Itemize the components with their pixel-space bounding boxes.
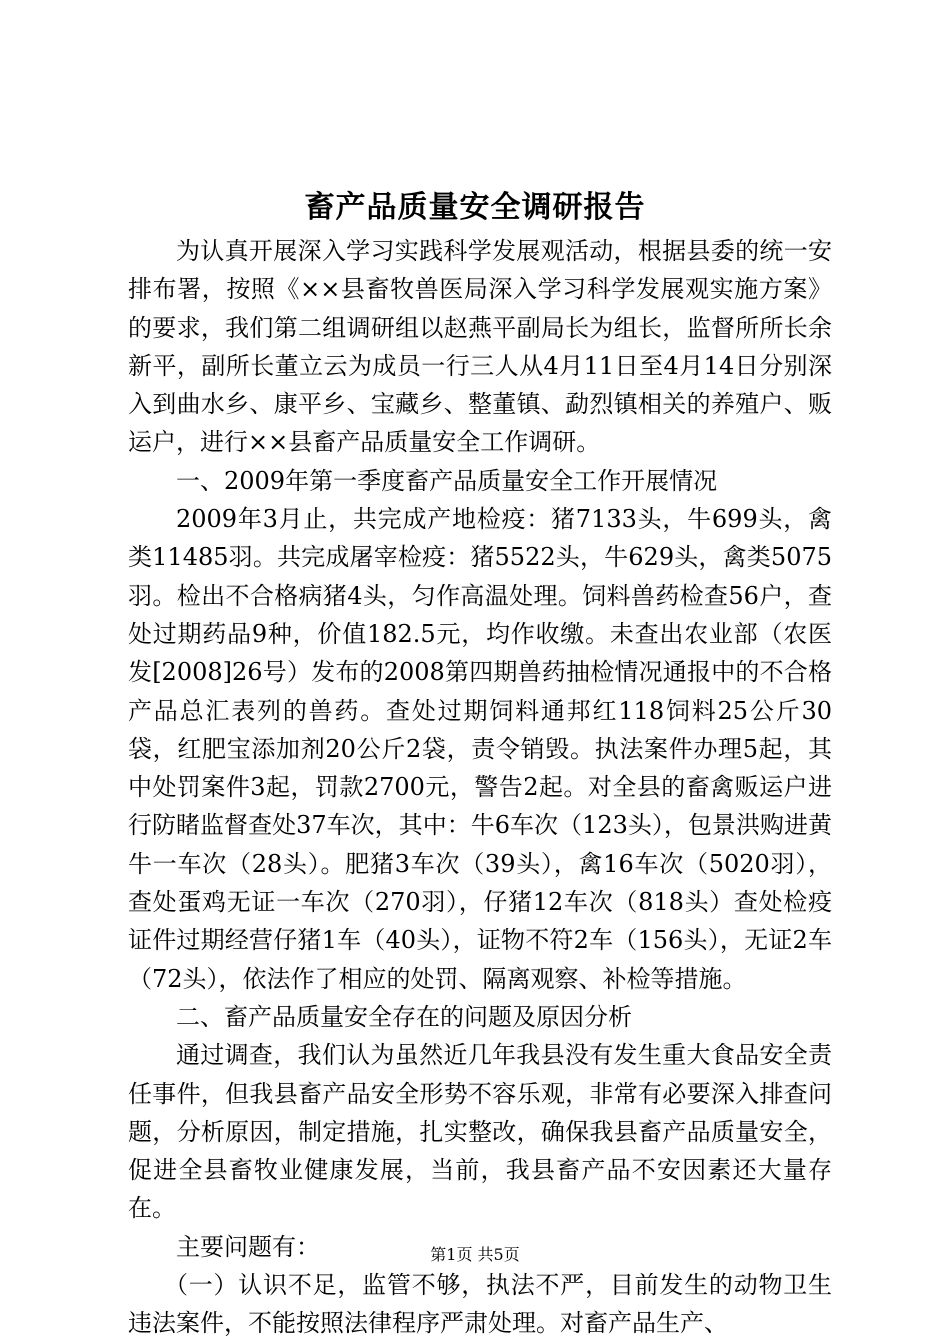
paragraph-intro: 为认真开展深入学习实践科学发展观活动，根据县委的统一安排布署，按照《××县畜牧兽医局深入学习科学发展观实施方案》的要求，我们第二组调研组以赵燕平副局长为组长，监督所所长余新平，副所长董立云为成员一行三人从4月11日至4月14日分别深入到曲水乡、康平乡、宝藏乡、整董镇、勐烈镇相关的养殖户、贩运户，进行××县畜产品质量安全工作调研。 — [128, 237, 832, 457]
paragraph-section-2: 通过调查，我们认为虽然近几年我县没有发生重大食品安全责任事件，但我县畜产品安全形势不容乐观，非常有必要深入排查问题，分析原因，制定措施，扎实整改，确保我县畜产品质量安全，促进全县畜牧业健康发展，当前，我县畜产品不安因素还大量存在。 — [128, 1041, 832, 1223]
section-heading-1: 一、2009年第一季度畜产品质量安全工作开展情况 — [176, 466, 718, 495]
paragraph-main-issues: 主要问题有： — [176, 1232, 320, 1261]
document-body — [128, 232, 832, 1343]
section-heading-2: 二、畜产品质量安全存在的问题及原因分析 — [176, 1002, 632, 1031]
paragraph-issue-1: （一）认识不足，监管不够，执法不严，目前发生的动物卫生违法案件，不能按照法律程序严肃处理。对畜产品生产、 — [128, 1271, 832, 1338]
paragraph-section-1: 2009年3月止，共完成产地检疫：猪7133头，牛699头，禽类11485羽。共完成屠宰检疫：猪5522头，牛629头，禽类5075羽。检出不合格病猪4头，匀作高温处理。饲料兽药检查56户，查处过期药品9种，价值182.5元，均作收缴。未查出农业部（农医发[2008]26号）发布的2008第四期兽药抽检情况通报中的不合格产品总汇表列的兽药。查处过期饲料通邦红118饲料25公斤30袋，红肥宝添加剂20公斤2袋，责令销毁。执法案件办理5起，其中处罚案件3起，罚款2700元，警告2起。对全县的畜禽贩运户进行防睹监督查处37车次，其中：牛6车次（123头），包景洪购进黄牛一车次（28头）。肥猪3车次（39头），禽16车次（5020羽），查处蛋鸡无证一车次（270羽），仔猪12车次（818头）查处检疫证件过期经营仔猪1车（40头），证物不符2车（156头），无证2车（72头），依法作了相应的处罚、隔离观察、补检等措施。 — [128, 505, 832, 993]
document-title: 畜产品质量安全调研报告 — [304, 190, 646, 225]
page-number: 第1页 共5页 — [430, 1245, 520, 1264]
